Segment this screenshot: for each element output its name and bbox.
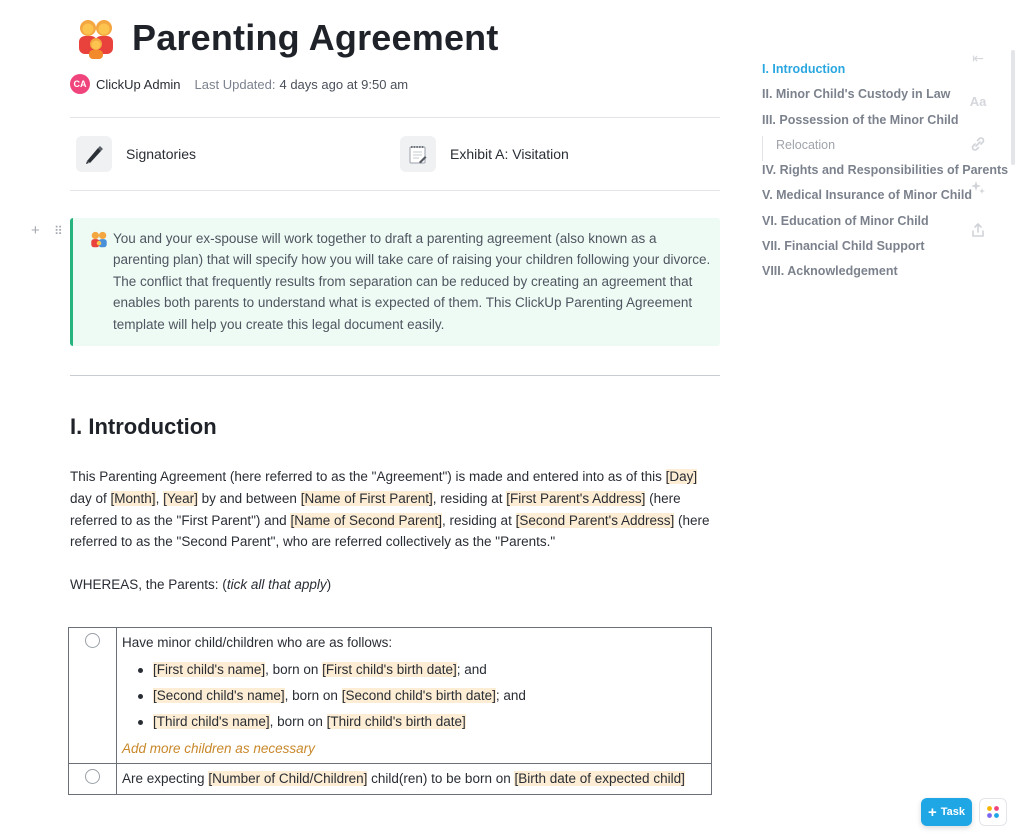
- subpage-link-signatories[interactable]: [76, 136, 196, 172]
- text: WHEREAS, the Parents: (: [70, 577, 227, 592]
- page-meta: [70, 74, 408, 94]
- font-settings-icon[interactable]: Aa: [969, 93, 987, 109]
- task-button-label: Task: [940, 806, 966, 818]
- placeholder-second-parent-address: [Second Parent's Address]: [515, 512, 675, 528]
- section-heading-introduction[interactable]: I. Introduction: [70, 414, 217, 439]
- parents-children-emoji-icon: [89, 230, 109, 250]
- text: This Parenting Agreement (here referred to as the "Agreement") is made and entered into as of this: [70, 469, 666, 484]
- tick-checkbox[interactable]: [85, 769, 100, 784]
- divider: [70, 375, 720, 376]
- right-toolbar: [966, 46, 990, 261]
- collapse-sidebar-icon[interactable]: ⇤: [972, 49, 984, 66]
- last-updated-value: 4 days ago at 9:50 am: [279, 76, 409, 92]
- toc-item-medical[interactable]: V. Medical Insurance of Minor Child: [762, 188, 972, 203]
- placeholder-child-name: [Third child's name]: [153, 713, 270, 729]
- placeholder-first-parent-address: [First Parent's Address]: [506, 490, 646, 506]
- subpage-link-exhibit-a[interactable]: [400, 136, 569, 172]
- avatar[interactable]: CA: [70, 74, 90, 94]
- placeholder-month: [Month]: [110, 490, 156, 506]
- add-task-button[interactable]: [921, 798, 972, 826]
- add-block-icon[interactable]: +: [31, 222, 40, 239]
- list-item: [122, 683, 707, 709]
- toc-item-rights[interactable]: IV. Rights and Responsibilities of Parents: [762, 163, 1009, 178]
- toc-item-possession[interactable]: III. Possession of the Minor Child: [762, 112, 959, 127]
- link-icon[interactable]: [966, 132, 990, 156]
- table-row: [69, 628, 712, 764]
- text: ; and: [456, 661, 487, 677]
- placeholder-child-name: [Second child's name]: [153, 687, 285, 703]
- subpage-link-label: Signatories: [126, 146, 197, 162]
- placeholder-child-birth-date: [Second child's birth date]: [341, 687, 496, 703]
- toc-item-acknowledgement[interactable]: VIII. Acknowledgement: [762, 264, 898, 279]
- children-list: [122, 657, 707, 735]
- text: , born on: [265, 661, 323, 677]
- text: ,: [155, 490, 164, 506]
- page-title-row: [74, 12, 499, 64]
- checkbox-cell: [69, 764, 117, 795]
- text: ; and: [495, 687, 526, 703]
- add-children-hint: Add more children as necessary: [122, 740, 315, 756]
- text: (here referred to as the "First Parent") and: [70, 490, 681, 528]
- apps-button[interactable]: [979, 798, 1007, 826]
- drag-handle-icon[interactable]: ⠿: [54, 224, 63, 238]
- checklist-lead: Have minor child/children who are as follows:: [122, 635, 393, 650]
- ai-sparkle-icon[interactable]: [966, 175, 990, 199]
- tick-checkbox[interactable]: [85, 633, 100, 648]
- placeholder-number-of-children: [Number of Child/Children]: [208, 771, 368, 786]
- checkbox-cell: [69, 628, 117, 764]
- subpage-link-label: Exhibit A: Visitation: [450, 146, 569, 162]
- text: Are expecting: [122, 771, 209, 786]
- checklist-content[interactable]: [117, 628, 712, 764]
- callout-text: You and your ex-spouse will work together to draft a parenting agreement (also known as a parenting plan) that will specify how you will take care of raising your children following your divorce. The conflict that frequently results from separation can be reduced by creating an agreement that enables both parents to understand what is expected of them. This ClickUp Parenting Agreement template will help you create this legal document easily.: [113, 231, 711, 332]
- text: ): [326, 577, 332, 592]
- divider: [70, 117, 720, 118]
- divider: [70, 190, 720, 191]
- text: child(ren) to be born on: [367, 771, 515, 786]
- apps-grid-icon: [986, 805, 1000, 819]
- placeholder-year: [Year]: [163, 490, 198, 506]
- toc-item-education[interactable]: VI. Education of Minor Child: [762, 213, 929, 228]
- table-row: [69, 764, 712, 795]
- toc-item-custody[interactable]: II. Minor Child's Custody in Law: [762, 87, 951, 102]
- subpage-links: [70, 130, 720, 178]
- list-item: [122, 709, 707, 735]
- toc-item-introduction[interactable]: I. Introduction: [762, 62, 846, 76]
- last-updated-label: Last Updated:: [194, 76, 276, 92]
- parents-checklist-table: [68, 627, 712, 795]
- text: , born on: [269, 713, 327, 729]
- pen-icon: [76, 136, 112, 172]
- placeholder-second-parent-name: [Name of Second Parent]: [290, 512, 443, 528]
- scrollbar[interactable]: [1011, 50, 1015, 165]
- plus-icon: +: [927, 803, 937, 821]
- placeholder-child-birth-date: [First child's birth date]: [322, 661, 457, 677]
- share-export-icon[interactable]: [966, 218, 990, 242]
- author-name[interactable]: ClickUp Admin: [96, 76, 181, 92]
- text: day of: [70, 490, 111, 506]
- parents-children-emoji-icon[interactable]: [74, 16, 118, 60]
- text: , born on: [284, 687, 342, 703]
- placeholder-child-name: [First child's name]: [153, 661, 266, 677]
- whereas-paragraph[interactable]: [70, 574, 720, 596]
- toc-item-relocation[interactable]: Relocation: [762, 136, 952, 161]
- placeholder-expected-birth-date: [Birth date of expected child]: [514, 771, 685, 786]
- intro-paragraph[interactable]: [70, 466, 720, 553]
- placeholder-first-parent-name: [Name of First Parent]: [300, 490, 433, 506]
- notepad-icon: [400, 136, 436, 172]
- placeholder-child-birth-date: [Third child's birth date]: [326, 713, 466, 729]
- text: , residing at: [432, 490, 507, 506]
- callout-block[interactable]: [70, 218, 720, 346]
- page-title[interactable]: Parenting Agreement: [132, 17, 499, 58]
- toc-item-financial[interactable]: VII. Financial Child Support: [762, 239, 925, 254]
- text: by and between: [197, 490, 301, 506]
- text: (here referred to as the "Second Parent", who are referred collectively as the "Parents.": [70, 512, 710, 550]
- placeholder-day: [Day]: [665, 469, 698, 484]
- list-item: [122, 657, 707, 683]
- whereas-hint: tick all that apply: [226, 577, 327, 592]
- checklist-content[interactable]: [117, 764, 712, 795]
- text: , residing at: [442, 512, 516, 528]
